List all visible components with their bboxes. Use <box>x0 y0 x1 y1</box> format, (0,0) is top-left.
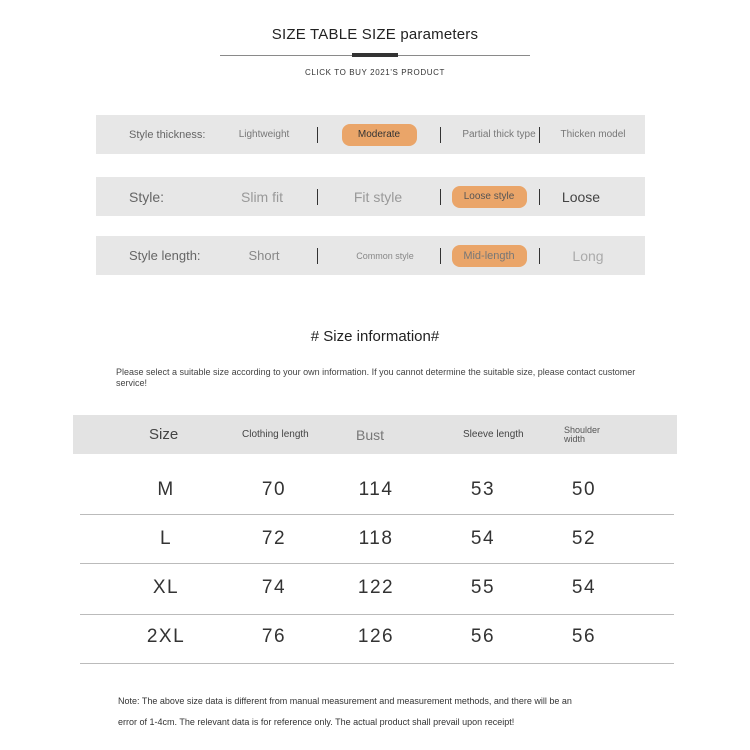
option-slim-fit[interactable]: Slim fit <box>241 188 283 205</box>
selected-pill: Loose style <box>452 186 527 208</box>
separator <box>440 127 441 143</box>
cell-bust: 126 <box>357 625 395 647</box>
cell-sleeve: 53 <box>470 478 496 500</box>
selected-pill: Mid-length <box>452 245 527 267</box>
cell-length: 72 <box>261 527 287 549</box>
cell-size: XL <box>152 576 180 598</box>
selected-pill: Moderate <box>342 124 417 146</box>
col-shoulder-width: Shoulder width <box>564 424 601 444</box>
cell-shoulder: 54 <box>571 576 597 598</box>
table-row <box>80 612 674 661</box>
cell-shoulder: 52 <box>571 527 597 549</box>
option-common-style[interactable]: Common style <box>356 250 414 261</box>
option-short[interactable]: Short <box>248 248 280 263</box>
col-clothing-length: Clothing length <box>242 429 309 440</box>
separator <box>317 189 318 205</box>
note-line-1: Note: The above size data is different from manual measurement and measurement methods, and there will be an <box>118 696 572 706</box>
note-line-2: error of 1-4cm. The relevant data is for reference only. The actual product shall prevail upon receipt! <box>118 717 515 727</box>
option-lightweight[interactable]: Lightweight <box>238 129 290 140</box>
size-info-title: # Size information# <box>310 328 440 345</box>
style-fit-label: Style: <box>129 188 165 205</box>
style-thickness-row <box>96 115 645 154</box>
title-accent-bar <box>352 53 398 57</box>
option-partial-thick[interactable]: Partial thick type <box>462 129 536 140</box>
cell-size: L <box>159 527 173 549</box>
cell-length: 74 <box>261 576 287 598</box>
cell-shoulder: 56 <box>571 625 597 647</box>
option-fit-style[interactable]: Fit style <box>353 188 403 205</box>
page-subtitle: CLICK TO BUY 2021'S PRODUCT <box>305 68 445 77</box>
col-bust: Bust <box>356 426 385 443</box>
separator <box>317 248 318 264</box>
cell-bust: 118 <box>358 527 394 549</box>
cell-size: 2XL <box>146 625 186 647</box>
option-moderate[interactable] <box>341 115 417 154</box>
separator <box>440 189 441 205</box>
page-title: SIZE TABLE SIZE parameters <box>271 26 479 43</box>
size-table-header <box>73 415 677 454</box>
cell-size: M <box>157 478 175 500</box>
style-thickness-label: Style thickness: <box>129 128 206 141</box>
size-info-intro: Please select a suitable size according to your own information. If you cannot determine the suitable size, please contact customer service! <box>116 367 636 388</box>
table-row <box>80 563 674 612</box>
row-divider <box>80 663 674 664</box>
option-loose[interactable]: Loose <box>561 188 601 205</box>
cell-sleeve: 56 <box>470 625 496 647</box>
cell-shoulder: 50 <box>571 478 597 500</box>
separator <box>317 127 318 143</box>
col-size: Size <box>149 426 179 443</box>
option-thicken-model[interactable]: Thicken model <box>560 129 626 140</box>
style-fit-row <box>96 177 645 216</box>
cell-length: 76 <box>261 625 287 647</box>
separator <box>539 248 540 264</box>
separator <box>440 248 441 264</box>
style-length-row <box>96 236 645 275</box>
separator <box>539 189 540 205</box>
style-length-label: Style length: <box>129 248 201 263</box>
option-mid-length[interactable] <box>450 236 528 275</box>
table-row <box>80 465 674 514</box>
col-sleeve-length: Sleeve length <box>463 429 524 440</box>
cell-sleeve: 55 <box>470 576 496 598</box>
separator <box>539 127 540 143</box>
option-long[interactable]: Long <box>572 247 604 264</box>
cell-bust: 122 <box>357 576 395 598</box>
cell-length: 70 <box>261 478 287 500</box>
cell-sleeve: 54 <box>470 527 496 549</box>
table-row <box>80 514 674 563</box>
cell-bust: 114 <box>358 478 394 500</box>
option-loose-style[interactable] <box>450 177 528 216</box>
